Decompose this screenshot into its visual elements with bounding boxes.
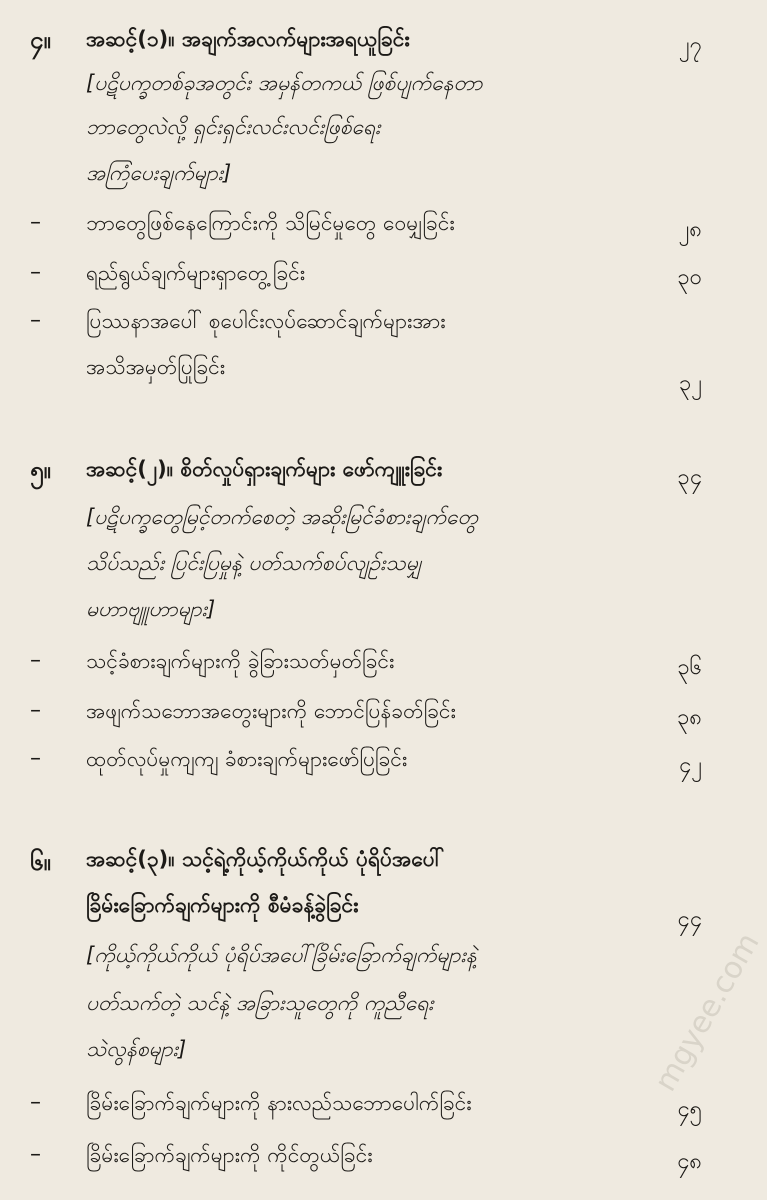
section-number: ၅။ [30,456,51,484]
toc-item: အသိအမှတ်ပြုခြင်း [86,355,226,379]
toc-item: အဖျက်သဘောအတွေးများကို ဘောင်ပြန်ခတ်ခြင်း [86,699,456,723]
page-number: ၃၂ [678,371,702,396]
item-dash: – [30,1142,41,1167]
section-note: သဲလွန်စများ] [86,1037,187,1061]
section-note: [ကိုယ့်ကိုယ်ကိုယ် ပုံရိပ်အပေါ်ခြိမ်းခြောက်ချက်များနဲ့ [86,943,477,967]
section-note: [ပဋိပက္ခတစ်ခုအတွင်း အမှန်တကယ် ဖြစ်ပျက်နေတာ [86,71,483,95]
section-heading: အဆင့်(၃)။ သင့်ရဲ့ကိုယ့်ကိုယ်ကိုယ် ပုံရိပ်အပေါ် [86,847,445,871]
section-note: အကြံပေးချက်များ] [86,161,232,185]
item-dash: – [30,746,41,771]
toc-item: ပြဿနာအပေါ် စုပေါင်းလုပ်ဆောင်ချက်များအား [86,309,446,333]
page-number: ၂၇ [678,33,702,58]
page-number: ၂၈ [678,217,702,242]
toc-item: ရည်ရွယ်ချက်များရှာတွေ့ခြင်း [86,261,306,285]
item-dash: – [30,648,41,673]
item-dash: – [30,210,41,235]
page-number: ၄၂ [678,753,702,778]
page-number: ၃၈ [677,705,702,730]
item-dash: – [30,260,41,285]
section-note: ပတ်သက်တဲ့ သင်နဲ့ အခြားသူတွေကို ကူညီရေး [86,991,434,1015]
toc-item: ခြိမ်းခြောက်ချက်များကို နားလည်သဘောပေါက်ခြင်း [86,1091,472,1115]
page-number: ၄၈ [677,1149,702,1174]
page-number: ၃၆ [677,655,702,680]
section-note: သိပ်သည်း ပြင်းပြမှုနဲ့ ပတ်သက်စပ်လျဉ်းသမျှ [86,551,422,575]
item-dash: – [30,1090,41,1115]
item-dash: – [30,308,41,333]
toc-item: ခြိမ်းခြောက်ချက်များကို ကိုင်တွယ်ခြင်း [86,1143,373,1167]
watermark: mgyee.com [648,927,767,1098]
item-dash: – [30,698,41,723]
section-heading: ခြိမ်းခြောက်ချက်များကို စီမံခန့်ခွဲခြင်း [86,893,359,917]
section-heading: အဆင့်(၁)။ အချက်အလက်များအရယူခြင်း [86,27,410,51]
toc-item: ထုတ်လုပ်မှုကျကျ ခံစားချက်များဖော်ပြခြင်း [86,747,408,771]
section-heading: အဆင့်(၂)။ စိတ်လှုပ်ရှားချက်များ ဖော်ကျူးခြင်း [86,457,443,481]
toc-item: ဘာတွေဖြစ်နေကြောင်းကို သိမြင်မှုတွေ ဝေမျှခြင်း [86,211,455,235]
section-note: [ပဋိပက္ခတွေမြင့်တက်စေတဲ့ အဆိုးမြင်ခံစားချက်တွေ [86,505,478,529]
section-note: မဟာဗျူဟာများ] [86,597,216,621]
section-number: ၄။ [30,26,51,54]
page-number: ၃၄ [677,465,702,490]
page-number: ၄၅ [677,1097,702,1122]
toc-item: သင့်ခံစားချက်များကို ခွဲခြားသတ်မှတ်ခြင်း [86,649,395,673]
section-number: ၆။ [30,848,51,876]
page-number: ၄၄ [677,907,702,932]
section-note: ဘာတွေလဲလို့ ရှင်းရှင်းလင်းလင်းဖြစ်ရေး [86,115,381,139]
page-number: ၃၀ [677,265,702,290]
